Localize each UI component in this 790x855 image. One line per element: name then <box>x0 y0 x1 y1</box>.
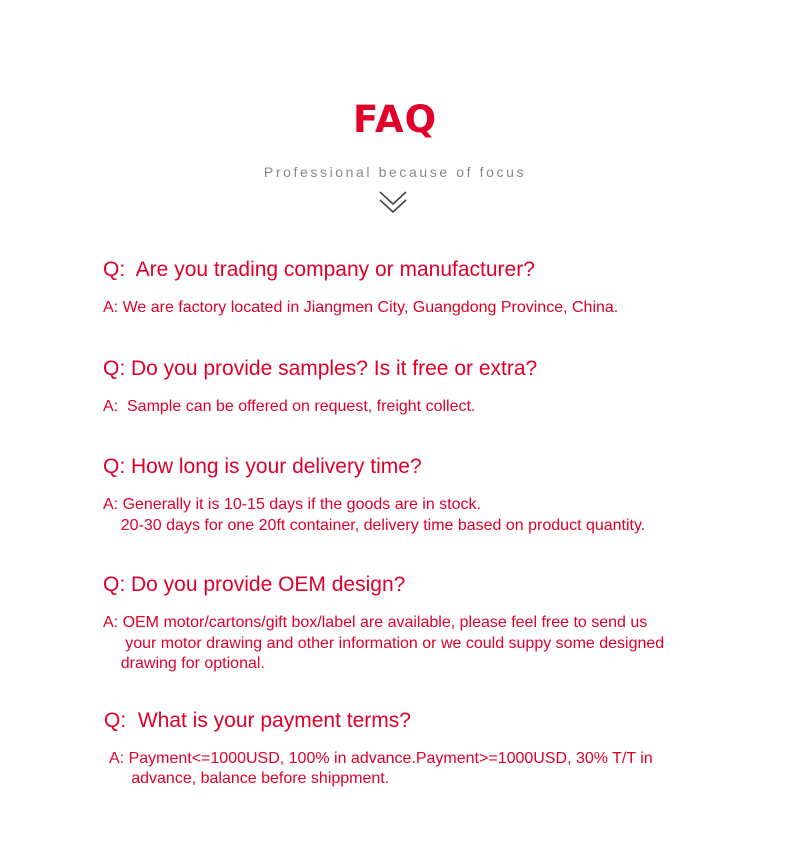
double-chevron-down-icon <box>377 189 409 215</box>
faq-answer-4-line-1: A: OEM motor/cartons/gift box/label are available, please feel free to send us <box>103 614 648 631</box>
faq-answer-4-line-3: drawing for optional. <box>103 655 265 672</box>
faq-answer-3-line-1: A: Generally it is 10-15 days if the goods are in stock. <box>103 496 481 513</box>
faq-answer-4-line-2: your motor drawing and other information or we could suppy some designed <box>103 635 665 652</box>
faq-answer-3-line-2: 20-30 days for one 20ft container, delivery time based on product quantity. <box>103 517 646 534</box>
faq-answer-2-line-1: A: Sample can be offered on request, freight collect. <box>103 398 476 415</box>
faq-answer-5-line-2: advance, balance before shippment. <box>109 770 390 787</box>
faq-question-5: Q: What is your payment terms? <box>104 709 411 732</box>
faq-question-4: Q: Do you provide OEM design? <box>103 573 406 596</box>
faq-answer-1-line-1: A: We are factory located in Jiangmen City, Guangdong Province, China. <box>103 299 619 316</box>
faq-question-2: Q: Do you provide samples? Is it free or extra? <box>103 357 538 380</box>
faq-question-3: Q: How long is your delivery time? <box>103 455 422 478</box>
page-title: FAQ <box>352 98 438 141</box>
page-subtitle: Professional because of focus <box>263 164 527 180</box>
faq-question-1: Q: Are you trading company or manufacturer? <box>103 258 535 281</box>
faq-answer-5-line-1: A: Payment<=1000USD, 100% in advance.Payment>=1000USD, 30% T/T in <box>109 750 653 767</box>
